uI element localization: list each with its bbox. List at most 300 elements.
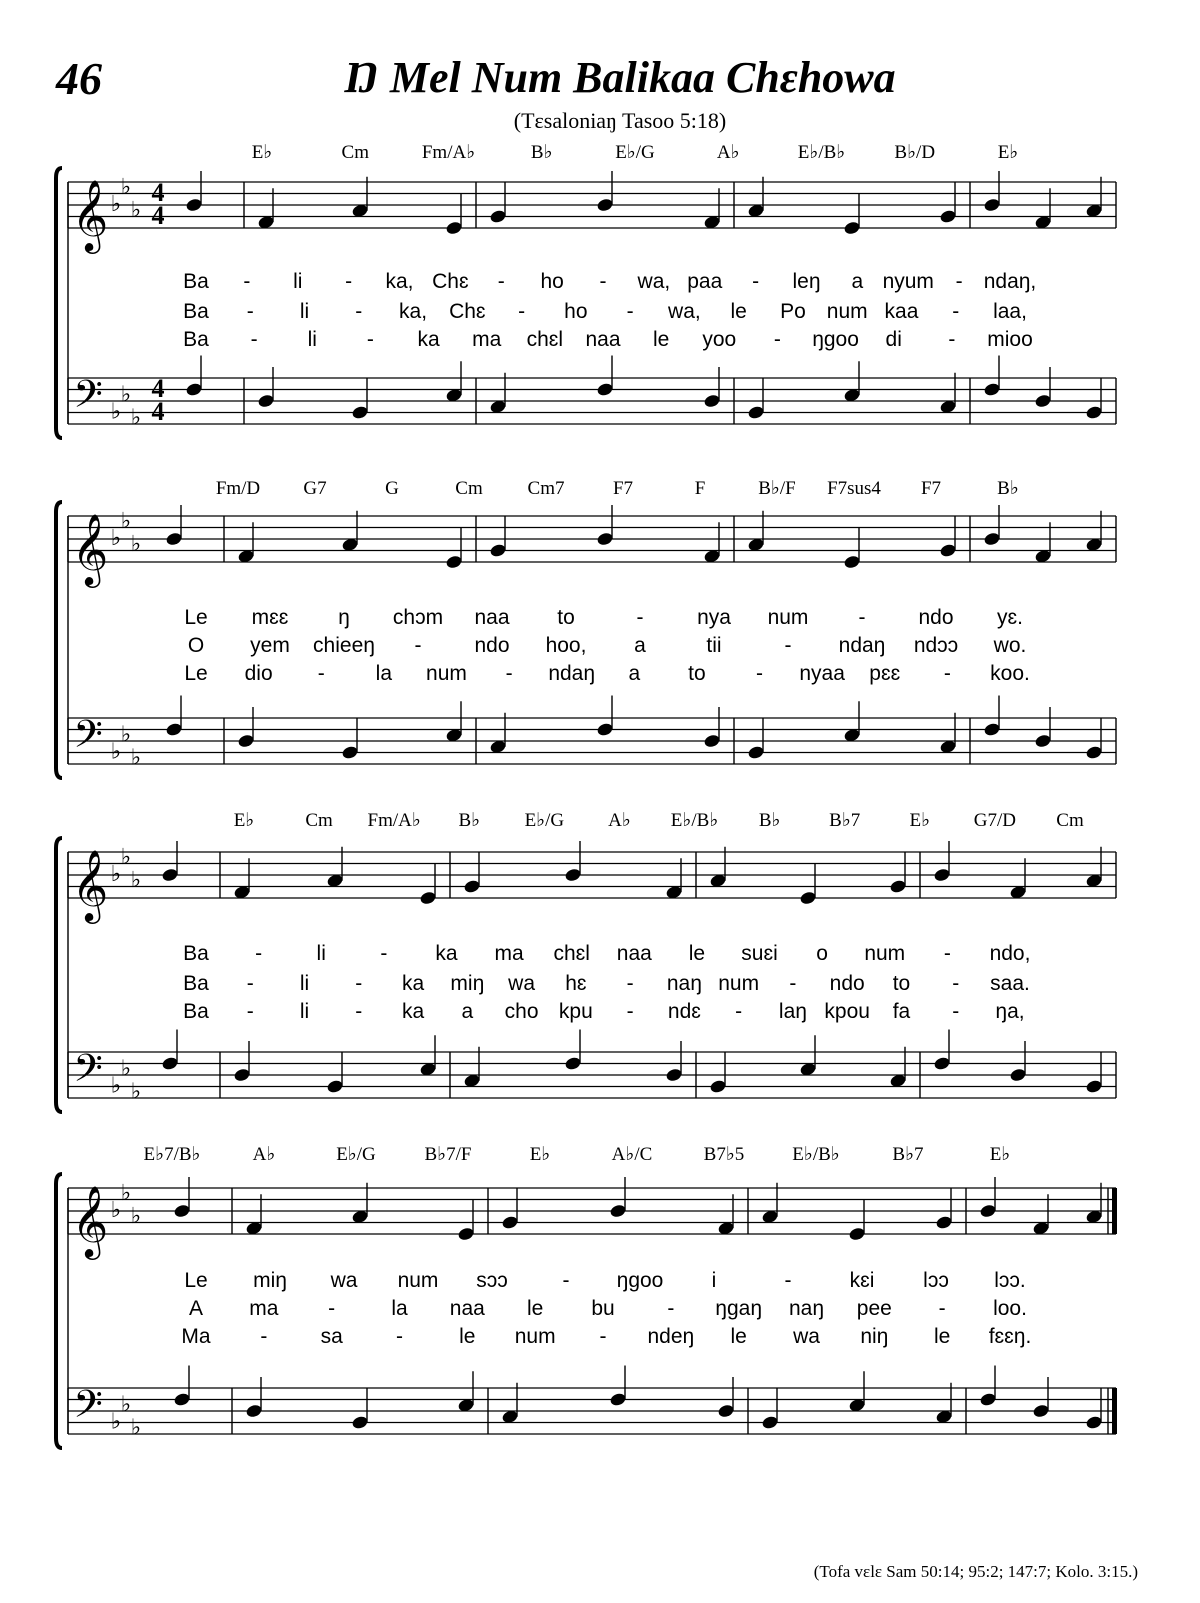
lyric-syllable: miŋ [253, 1269, 287, 1292]
lyric-syllable: ma [494, 942, 524, 965]
key-flat: ♭ [130, 530, 142, 556]
treble-note-head [564, 867, 582, 882]
treble-note-head [161, 867, 179, 882]
lyric-syllable: O [187, 634, 205, 657]
chord-symbol: Fm/D [215, 478, 261, 499]
treble-note-head [933, 867, 951, 882]
lyric-syllable: saa. [990, 972, 1030, 995]
lyric-syllable: le [688, 942, 706, 965]
lyric-syllable: koo. [990, 662, 1030, 685]
treble-note-head [979, 1203, 997, 1218]
lyric-syllable: li [299, 300, 310, 323]
lyric-syllable: chɔm [392, 606, 444, 629]
chord-symbol: E♭/B♭ [792, 1144, 840, 1165]
lyric-hyphen: - [562, 1269, 570, 1292]
final-bar-thick [1112, 1188, 1117, 1234]
lyric-syllable: wa [508, 972, 536, 995]
lyric-hyphen: - [667, 1297, 675, 1320]
chord-symbol: E♭ [529, 1144, 551, 1165]
lyric-hyphen: - [497, 270, 505, 293]
lyric-syllable: Po [780, 300, 806, 323]
lyric-syllable: ndo [918, 606, 954, 629]
chord-symbol: F7sus4 [827, 478, 881, 499]
lyric-hyphen: - [626, 1000, 634, 1023]
bass-note-head [1034, 393, 1052, 408]
treble-clef: 𝄞 [71, 181, 109, 250]
lyric-syllable: chɛl [526, 328, 564, 351]
lyric-syllable: num [826, 300, 868, 323]
lyric-syllable: le [459, 1325, 476, 1348]
lyric-syllable: kɛi [849, 1269, 875, 1292]
lyric-syllable: wa [330, 1269, 358, 1292]
lyric-hyphen: - [355, 972, 363, 995]
treble-note-head [939, 209, 957, 224]
lyric-hyphen: - [773, 328, 781, 351]
key-flat: ♭ [130, 196, 142, 222]
lyric-syllable: naa [449, 1297, 485, 1320]
lyric-hyphen: - [626, 972, 634, 995]
lyric-hyphen: - [250, 328, 258, 351]
bass-clef: 𝄢 [73, 1046, 103, 1099]
lyric-hyphen: - [246, 972, 254, 995]
lyric-syllable: ho [540, 270, 564, 293]
lyric-syllable: cho [504, 1000, 539, 1023]
chord-symbol: A♭/C [611, 1144, 653, 1165]
time-signature: 4 [151, 201, 165, 230]
lyric-syllable: num [864, 942, 906, 965]
chord-symbol: F [694, 478, 706, 499]
lyric-syllable: suɛi [741, 942, 778, 965]
treble-note-head [848, 1226, 866, 1241]
bass-note-head [596, 722, 614, 737]
hymn-number: 46 [56, 53, 102, 104]
chord-symbol: B♭7 [892, 1144, 924, 1165]
lyric-syllable: ndo [474, 634, 510, 657]
lyric-hyphen: - [380, 942, 388, 965]
chord-symbol: Cm7 [527, 478, 565, 499]
lyric-hyphen: - [952, 1000, 960, 1023]
chord-symbol: E♭/B♭ [797, 142, 846, 163]
lyric-syllable: ndo, [989, 942, 1031, 965]
bass-note-head [747, 745, 765, 760]
bass-note-head [1085, 745, 1103, 760]
key-flat: ♭ [110, 398, 122, 424]
chord-symbol: B♭7/F [424, 1144, 472, 1165]
lyric-syllable: ndɔɔ [913, 634, 959, 657]
key-flat: ♭ [120, 173, 132, 199]
treble-note-head [939, 543, 957, 558]
bass-note-head [257, 393, 275, 408]
lyric-syllable: ndaŋ, [983, 270, 1037, 293]
chord-symbol: B♭ [758, 810, 781, 831]
lyric-syllable: kpu [558, 1000, 593, 1023]
chord-symbol: G7/D [973, 810, 1017, 831]
lyric-syllable: nyum [882, 270, 934, 293]
lyric-syllable: to [892, 972, 911, 995]
key-flat: ♭ [110, 1408, 122, 1434]
lyric-syllable: a [851, 270, 864, 293]
chord-symbol: Cm [305, 810, 333, 831]
key-flat: ♭ [120, 1055, 132, 1081]
key-flat: ♭ [130, 1414, 142, 1440]
bass-note-head [237, 733, 255, 748]
lyric-hyphen: - [414, 634, 422, 657]
lyric-hyphen: - [636, 606, 644, 629]
chord-symbol: E♭ [251, 142, 273, 163]
chord-symbol: E♭ [909, 810, 931, 831]
lyric-syllable: laŋ [778, 1000, 807, 1023]
chord-symbol: G7 [303, 478, 327, 499]
lyric-syllable: mɛɛ [251, 606, 289, 629]
lyric-syllable: laa, [993, 300, 1027, 323]
lyric-hyphen: - [246, 300, 254, 323]
lyric-syllable: niŋ [860, 1325, 889, 1348]
treble-clef: 𝄞 [71, 515, 109, 584]
treble-note-head [843, 220, 861, 235]
lyric-hyphen: - [328, 1297, 336, 1320]
treble-note-head [445, 220, 463, 235]
bass-note-head [185, 382, 203, 397]
lyric-hyphen: - [752, 270, 760, 293]
lyric-syllable: ma [472, 328, 502, 351]
lyric-hyphen: - [317, 662, 325, 685]
lyric-hyphen: - [246, 1000, 254, 1023]
lyric-syllable: wa, [637, 270, 671, 293]
lyric-syllable: Ma [181, 1325, 211, 1348]
lyric-syllable: Le [184, 1269, 208, 1292]
treble-note-head [457, 1226, 475, 1241]
bass-note-head [233, 1067, 251, 1082]
bass-note-head [717, 1403, 735, 1418]
bass-note-head [983, 382, 1001, 397]
lyric-hyphen: - [626, 300, 634, 323]
hymn-title: Ŋ Mel Num Balikaa Chɛhowa [344, 53, 896, 102]
lyric-hyphen: - [255, 942, 263, 965]
lyric-syllable: naŋ [788, 1297, 825, 1320]
treble-note-head [843, 554, 861, 569]
lyric-syllable: o [816, 942, 828, 965]
lyric-hyphen: - [784, 634, 792, 657]
chord-symbol: Cm [455, 478, 483, 499]
lyric-syllable: kpou [824, 1000, 870, 1023]
lyric-syllable: wo. [993, 634, 1027, 657]
treble-note-head [489, 209, 507, 224]
lyric-syllable: mioo [987, 328, 1033, 351]
bass-note-head [165, 722, 183, 737]
lyric-hyphen: - [355, 300, 363, 323]
bass-note-head [609, 1392, 627, 1407]
treble-note-head [185, 197, 203, 212]
lyric-syllable: naŋ [666, 972, 702, 995]
lyric-syllable: la [375, 662, 393, 685]
lyric-syllable: Chɛ [449, 300, 486, 323]
chord-symbol: E♭ [997, 142, 1019, 163]
lyric-syllable: yem [250, 634, 290, 657]
lyric-syllable: Chɛ [432, 270, 469, 293]
bass-clef: 𝄢 [73, 1382, 103, 1435]
lyric-syllable: ka [401, 972, 425, 995]
lyric-syllable: Ba [183, 328, 209, 351]
chord-symbol: B♭7 [829, 810, 861, 831]
lyric-syllable: yɛ. [997, 606, 1023, 629]
bass-clef: 𝄢 [73, 372, 103, 425]
lyric-syllable: ŋa, [995, 1000, 1025, 1023]
chord-symbol: F7 [920, 478, 942, 499]
chord-symbol: B♭ [458, 810, 481, 831]
lyric-syllable: dio [244, 662, 273, 685]
lyric-hyphen: - [756, 662, 764, 685]
lyric-syllable: naa [474, 606, 510, 629]
lyric-syllable: a [628, 662, 641, 685]
lyric-syllable: num [514, 1325, 556, 1348]
bass-note-head [983, 722, 1001, 737]
lyric-syllable: ka, [385, 270, 414, 293]
footer-references: (Tofa vɛlɛ Sam 50:14; 95:2; 147:7; Kolo. 3:15.) [813, 1562, 1138, 1581]
lyric-syllable: Ba [183, 942, 209, 965]
lyric-syllable: ŋgoo [616, 1269, 664, 1292]
lyric-syllable: fɛɛŋ. [988, 1325, 1032, 1348]
bass-note-head [1032, 1403, 1050, 1418]
chord-symbol: E♭ [989, 1144, 1011, 1165]
treble-note-head [463, 879, 481, 894]
key-flat: ♭ [130, 1078, 142, 1104]
lyric-hyphen: - [943, 942, 951, 965]
bass-note-head [761, 1415, 779, 1430]
lyric-hyphen: - [784, 1269, 792, 1292]
lyric-syllable: loo. [993, 1297, 1027, 1320]
lyric-syllable: ŋ [338, 606, 350, 629]
lyric-syllable: i [711, 1269, 717, 1292]
system-bracket [56, 838, 62, 1112]
chord-symbol: E♭/B♭ [670, 810, 719, 831]
chord-symbol: Cm [1056, 810, 1084, 831]
lyric-hyphen: - [366, 328, 374, 351]
system-bracket [56, 1174, 62, 1448]
chord-symbol: A♭ [252, 1144, 276, 1165]
lyric-syllable: lɔɔ. [994, 1269, 1026, 1292]
time-signature: 4 [151, 178, 165, 207]
lyric-syllable: ka [435, 942, 458, 965]
lyric-hyphen: - [952, 972, 960, 995]
key-flat: ♭ [120, 381, 132, 407]
lyric-hyphen: - [243, 270, 251, 293]
key-flat: ♭ [130, 744, 142, 770]
lyric-syllable: to [688, 662, 706, 685]
bass-note-head [709, 1079, 727, 1094]
lyric-syllable: ndo [829, 972, 865, 995]
chord-symbol: B♭ [997, 478, 1019, 499]
lyric-syllable: chieeŋ [313, 634, 375, 657]
bass-note-head [326, 1079, 344, 1094]
lyric-syllable: ho [564, 300, 588, 323]
lyric-syllable: ka, [399, 300, 428, 323]
lyric-syllable: le [652, 328, 670, 351]
chord-symbol: E♭/G [615, 142, 655, 163]
lyric-syllable: wa, [668, 300, 701, 323]
treble-note-head [419, 890, 437, 905]
chord-symbol: B♭/F [758, 478, 796, 499]
lyric-syllable: Le [184, 606, 208, 629]
lyric-hyphen: - [955, 270, 963, 293]
lyric-syllable: le [730, 300, 747, 323]
lyric-hyphen: - [735, 1000, 743, 1023]
lyric-syllable: le [933, 1325, 951, 1348]
lyric-syllable: la [391, 1297, 408, 1320]
treble-note-head [596, 531, 614, 546]
chord-symbol: F7 [612, 478, 634, 499]
lyric-syllable: le [730, 1325, 747, 1348]
chord-symbol: B♭/D [894, 142, 936, 163]
lyric-syllable: ŋgaŋ [715, 1297, 763, 1320]
lyric-syllable: yoo [702, 328, 737, 351]
lyric-hyphen: - [952, 300, 960, 323]
lyric-syllable: le [526, 1297, 544, 1320]
lyric-hyphen: - [518, 300, 526, 323]
lyric-syllable: nyaa [799, 662, 845, 685]
lyric-syllable: ndaŋ [838, 634, 886, 657]
lyric-syllable: ka [401, 1000, 425, 1023]
treble-note-head [501, 1215, 519, 1230]
key-flat: ♭ [110, 1072, 122, 1098]
lyric-syllable: nya [697, 606, 731, 629]
lyric-syllable: to [557, 606, 575, 629]
key-flat: ♭ [110, 525, 122, 550]
time-signature: 4 [151, 397, 165, 426]
lyric-syllable: di [885, 328, 902, 351]
bass-note-head [161, 1056, 179, 1071]
lyric-syllable: naa [616, 942, 652, 965]
chord-symbol: E♭7/B♭ [143, 1144, 201, 1165]
lyric-syllable: num [767, 606, 809, 629]
treble-note-head [596, 197, 614, 212]
key-flat: ♭ [110, 861, 122, 886]
lyric-syllable: tii [706, 634, 722, 657]
lyric-syllable: hoo, [545, 634, 587, 657]
bass-note-head [1085, 1415, 1103, 1430]
lyric-syllable: ma [249, 1297, 279, 1320]
lyric-hyphen: - [948, 328, 956, 351]
lyric-syllable: num [718, 972, 760, 995]
key-flat: ♭ [120, 1391, 132, 1417]
lyric-syllable: li [293, 270, 303, 293]
bass-note-head [703, 393, 721, 408]
chord-symbol: G [385, 478, 399, 499]
lyric-syllable: a [634, 634, 646, 657]
lyric-syllable: hɛ [565, 972, 587, 995]
key-flat: ♭ [120, 507, 132, 533]
key-flat: ♭ [120, 843, 132, 869]
time-signature: 4 [151, 374, 165, 403]
treble-note-head [889, 879, 907, 894]
chord-symbol: B7♭5 [703, 1144, 745, 1165]
lyric-syllable: A [188, 1297, 204, 1320]
bass-note-head [933, 1056, 951, 1071]
chord-symbol: B♭ [530, 142, 553, 163]
lyric-syllable: ka [417, 328, 440, 351]
lyric-syllable: fa [892, 1000, 911, 1023]
lyric-syllable: li [316, 942, 326, 965]
key-flat: ♭ [130, 866, 142, 892]
scripture-reference: (Tɛsaloniaŋ Tasoo 5:18) [513, 108, 727, 133]
lyric-syllable: miŋ [450, 972, 485, 995]
lyric-syllable: wa [793, 1325, 820, 1348]
lyric-syllable: num [426, 662, 467, 685]
lyric-hyphen: - [345, 270, 353, 293]
lyric-syllable: li [307, 328, 317, 351]
treble-clef: 𝄞 [71, 1187, 109, 1256]
lyric-syllable: Ba [183, 972, 209, 995]
treble-clef: 𝄞 [71, 851, 109, 920]
lyric-syllable: Ba [183, 270, 209, 293]
final-bar-thick [1112, 1388, 1117, 1434]
lyric-syllable: chɛl [553, 942, 590, 965]
lyric-syllable: a [461, 1000, 474, 1023]
lyric-syllable: Ba [183, 1000, 209, 1023]
lyric-syllable: pee [856, 1297, 892, 1320]
treble-note-head [165, 531, 183, 546]
lyric-hyphen: - [938, 1297, 946, 1320]
lyric-syllable: ŋgoo [812, 328, 859, 351]
bass-note-head [245, 1403, 263, 1418]
bass-note-head [351, 1415, 369, 1430]
chord-symbol: Cm [341, 142, 369, 163]
chord-symbol: E♭ [233, 810, 255, 831]
lyric-hyphen: - [789, 972, 797, 995]
bass-note-head [1085, 405, 1103, 420]
bass-note-head [564, 1056, 582, 1071]
bass-note-head [351, 405, 369, 420]
lyric-syllable: pɛɛ [869, 662, 901, 685]
chord-symbol: Fm/A♭ [421, 142, 476, 163]
lyric-hyphen: - [505, 662, 513, 685]
bass-note-head [1085, 1079, 1103, 1094]
lyric-syllable: bu [591, 1297, 615, 1320]
treble-note-head [173, 1203, 191, 1218]
treble-note-head [983, 197, 1001, 212]
lyric-syllable: ndɛ [667, 1000, 701, 1023]
lyric-syllable: li [299, 972, 310, 995]
key-flat: ♭ [110, 738, 122, 764]
lyric-syllable: Ba [183, 300, 209, 323]
lyric-hyphen: - [599, 1325, 607, 1348]
key-flat: ♭ [110, 191, 122, 216]
bass-note-head [979, 1392, 997, 1407]
system-bracket [56, 502, 62, 778]
chord-symbol: E♭/G [336, 1144, 376, 1165]
lyric-hyphen: - [599, 270, 607, 293]
key-flat: ♭ [110, 1197, 122, 1222]
bass-note-head [173, 1392, 191, 1407]
treble-note-head [983, 531, 1001, 546]
treble-note-head [445, 554, 463, 569]
chord-symbol: A♭ [716, 142, 740, 163]
treble-note-head [799, 890, 817, 905]
bass-note-head [665, 1067, 683, 1082]
bass-note-head [1034, 733, 1052, 748]
lyric-hyphen: - [858, 606, 866, 629]
bass-clef: 𝄢 [73, 712, 103, 765]
lyric-syllable: lɔɔ [923, 1269, 949, 1292]
bass-note-head [596, 382, 614, 397]
bass-note-head [747, 405, 765, 420]
lyric-hyphen: - [396, 1325, 403, 1348]
treble-note-head [489, 543, 507, 558]
lyric-syllable: kaa [884, 300, 919, 323]
key-flat: ♭ [130, 1202, 142, 1228]
system-bracket [56, 168, 62, 438]
lyric-hyphen: - [260, 1325, 268, 1348]
treble-note-head [609, 1203, 627, 1218]
